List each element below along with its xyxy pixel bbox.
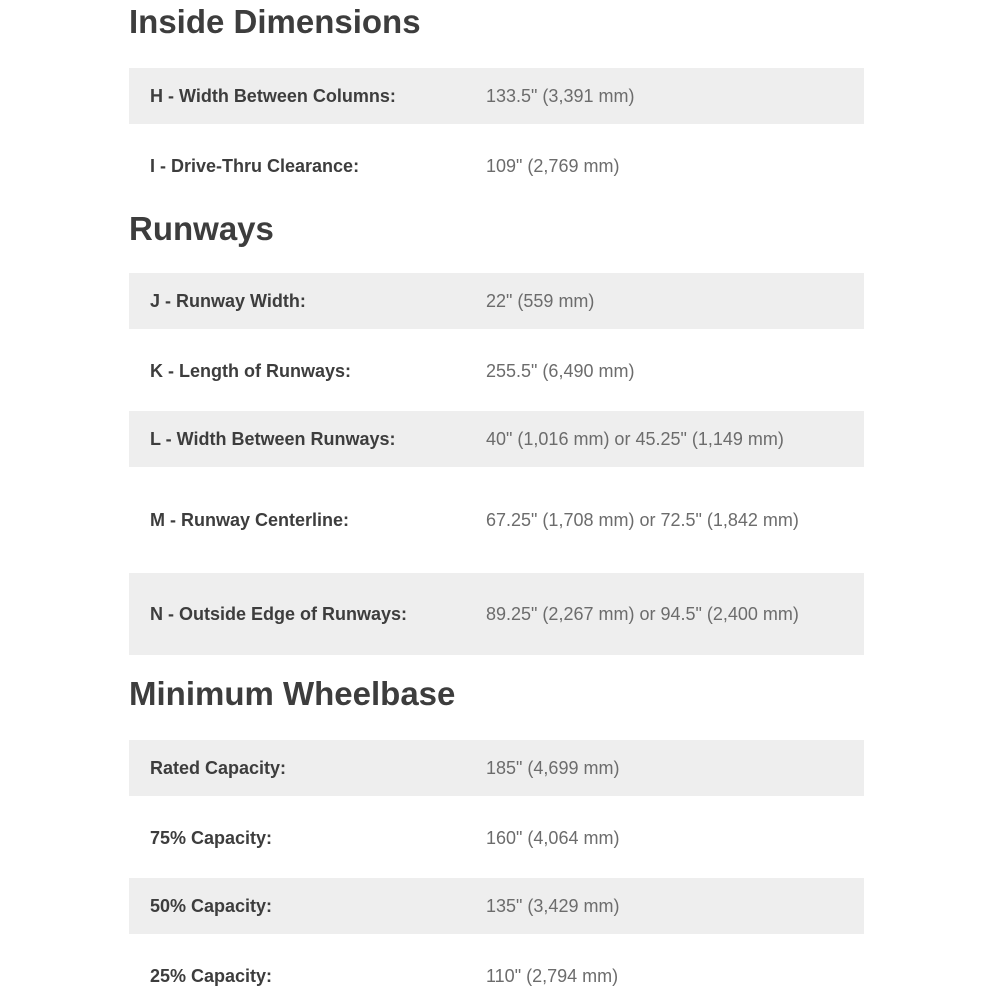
- row-value: 110" (2,794 mm): [486, 965, 619, 986]
- row-label: I - Drive-Thru Clearance:: [150, 155, 360, 176]
- section-title-minimum-wheelbase: Minimum Wheelbase: [129, 675, 456, 712]
- table-row: [129, 273, 864, 329]
- runways-table: [129, 273, 864, 655]
- table-row: [129, 740, 864, 796]
- row-label: Rated Capacity:: [150, 757, 287, 778]
- table-row: [129, 573, 864, 655]
- section-title-inside-dimensions: Inside Dimensions: [129, 3, 421, 40]
- table-row: [129, 138, 864, 194]
- row-value: 40" (1,016 mm) or 45.25" (1,149 mm): [486, 428, 784, 449]
- table-row: [129, 411, 864, 467]
- row-label: H - Width Between Columns:: [150, 85, 396, 106]
- minimum-wheelbase-table: [129, 740, 864, 1004]
- section-title-runways: Runways: [129, 210, 274, 247]
- row-label: 75% Capacity:: [150, 827, 273, 848]
- table-row: [129, 343, 864, 399]
- row-label: K - Length of Runways:: [150, 360, 351, 381]
- row-value: 109" (2,769 mm): [486, 155, 620, 176]
- table-row: [129, 948, 864, 1004]
- row-value: 133.5" (3,391 mm): [486, 85, 635, 106]
- table-row: [129, 810, 864, 866]
- row-value: 67.25" (1,708 mm) or 72.5" (1,842 mm): [486, 509, 799, 530]
- row-label: 25% Capacity:: [150, 965, 273, 986]
- row-label: 50% Capacity:: [150, 895, 273, 916]
- row-label: L - Width Between Runways:: [150, 428, 396, 449]
- row-value: 255.5" (6,490 mm): [486, 360, 635, 381]
- row-value: 185" (4,699 mm): [486, 757, 620, 778]
- row-label: N - Outside Edge of Runways:: [150, 603, 408, 624]
- table-row: [129, 68, 864, 124]
- row-label: J - Runway Width:: [150, 290, 306, 311]
- row-value: 135" (3,429 mm): [486, 895, 620, 916]
- row-label: M - Runway Centerline:: [150, 509, 350, 530]
- row-value: 89.25" (2,267 mm) or 94.5" (2,400 mm): [486, 603, 799, 624]
- row-value: 160" (4,064 mm): [486, 827, 620, 848]
- row-value: 22" (559 mm): [486, 290, 595, 311]
- table-row: [129, 479, 864, 561]
- table-row: [129, 878, 864, 934]
- inside-dimensions-table: [129, 68, 864, 194]
